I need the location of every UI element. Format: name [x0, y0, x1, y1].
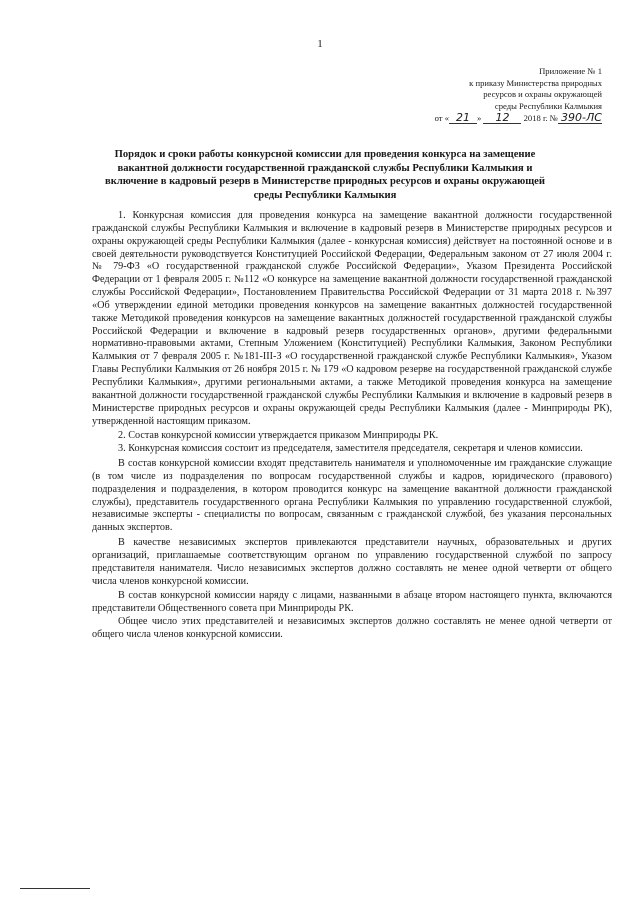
order-day-handwritten: 21: [449, 112, 477, 124]
appendix-line-3: ресурсов и охраны окружающей: [483, 89, 602, 99]
document-body: [92, 210, 612, 642]
order-reference: [397, 112, 602, 125]
order-month-handwritten: 12: [483, 112, 521, 124]
paragraph-1: 1. Конкурсная комиссия для проведения конкурса на замещение вакантной должности государственной гражданской службы Республики Калмыкия и включение в кадровый резерв в Министерстве природных ресурсов и охраны окружающей среды Республики Калмыкия (далее - конкурсная комиссия) действует на постоянной основе и в своей деятельности руководствуется Конституцией Российской Федерации, Федеральным законом от 27 июля 2004 г. № 79-ФЗ «О государственной гражданской службе Российской Федерации», Указом Президента Российской Федерации от 1 февраля 2005 г. №112 «О конкурсе на замещение вакантной должности государственной гражданской службы Российской Федерации», Постановлением Правительства Российской Федерации от 31 марта 2018 г. №397 «Об утверждении единой методики проведения конкурсов на замещение вакантных должностей государственной также Методикой проведения конкурсов на замещение вакантных должностей государственной гражданской службы Российской Федерации и включение в кадровый резерв государственных органов», другими федеральными нормативно-правовыми актами, Степным Уложением (Конституцией) Республики Калмыкия, Законом Республики Калмыкия от 7 февраля 2005 г. №181-III-З «О государственной гражданской службе Республики Калмыкия», Указом Главы Республики Калмыкия от 26 ноября 2015 г. № 179 «О кадровом резерве на государственной гражданской службе Республики Калмыкия», другими региональными актами, а также Методикой проведения конкурса на замещение вакантной должности государственной гражданской службы Республики Калмыкия и включение в кадровый резерв в Министерстве природных ресурсов и охраны окружающей среды Республики Калмыкия (далее - Минприроды РК), утвержденной настоящим приказом.: [92, 210, 612, 427]
paragraph-7: Общее число этих представителей и независимых экспертов должно составлять не менее одной четверти от общего числа членов конкурсной комиссии.: [92, 616, 612, 640]
appendix-line-4: среды Республики Калмыкия: [494, 100, 602, 111]
paragraph-3: 3. Конкурсная комиссия состоит из председателя, заместителя председателя, секретаря и членов комиссии.: [118, 443, 583, 455]
document-title: Порядок и сроки работы конкурсной комиссии для проведения конкурса на замещение вакантной должности государственной гражданской службы Республики Калмыкия и включение в кадровый резерв в Министерстве природных ресурсов и охраны окружающей среды Республики Калмыкия: [105, 149, 545, 201]
paragraph-2: 2. Состав конкурсной комиссии утверждается приказом Минприроды РК.: [118, 430, 439, 442]
paragraph-4: В состав конкурсной комиссии входят представитель нанимателя и уполномоченные им гражданские служащие (в том числе из подразделения по вопросам государственной службы и кадров, юридического (правового) подразделения и подразделения, в котором проводится конкурс на замещение вакантной должности гражданской службы), представитель государственного органа Республики Калмыкия по управлению государственной службой, независимые эксперты - специалисты по вопросам, связанным с гражданской службой, без указания персональных данных экспертов.: [92, 458, 612, 534]
order-number-handwritten: 390-ЛС: [558, 112, 602, 124]
page-number: 1: [317, 38, 323, 50]
order-date-mid: »: [477, 113, 482, 123]
order-year: 2018 г. №: [523, 113, 558, 123]
paragraph-5: В качестве независимых экспертов привлекаются представители научных, образовательных и других организаций, приглашаемые соответствующим органом по управлению государственной службой по запросу представителя нанимателя. Число независимых экспертов должно составлять не менее одной четверти от общего числа членов конкурсной комиссии.: [92, 537, 612, 587]
footer-rule: [20, 888, 90, 889]
paragraph-6: В состав конкурсной комиссии наряду с лицами, названными в абзаце втором настоящего пункта, включаются представители Общественного совета при Минприроды РК.: [92, 590, 612, 615]
appendix-header: [397, 66, 602, 125]
appendix-line-1: Приложение № 1: [539, 66, 602, 76]
appendix-line-2: к приказу Министерства природных: [469, 77, 602, 88]
order-date-prefix: от «: [434, 113, 449, 123]
